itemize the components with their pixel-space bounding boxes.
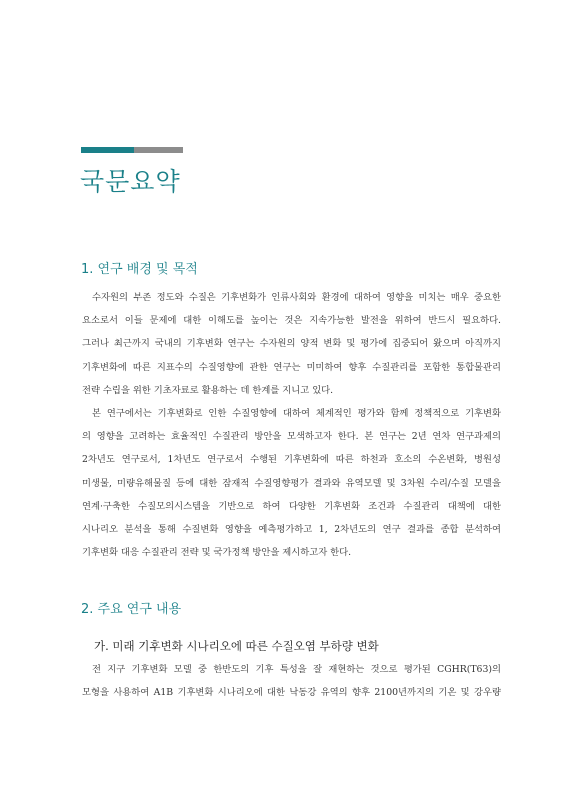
paragraph-1: [82, 286, 501, 402]
paragraph-line: 전략 수립을 위한 기초자료로 활용하는 데 한계를 지니고 있다.: [82, 384, 334, 396]
section-heading-background: 1. 연구 배경 및 목적: [81, 262, 198, 277]
paragraph-line: 본 연구에서는 기후변화로 인한 수질영향에 대하여 체계적인 평가와 함께 정책적으로 기후변화: [92, 408, 501, 419]
paragraph-line: 기후변화 대응 수질관리 전략 및 국가정책 방안을 제시하고자 한다.: [82, 547, 352, 559]
paragraph-line: 요소로서 이들 문제에 대한 이해도를 높이는 것은 지속가능한 발전을 위하여 반드시 필요하다.: [82, 315, 501, 327]
paragraph-line: 연계·구축한 수질모의시스템을 기반으로 하여 다양한 기후변화 조건과 수질관리 대책에 대한: [82, 500, 501, 512]
paragraph-line: 모형을 사용하여 A1B 기후변화 시나리오에 대한 낙동강 유역의 향후 2100년까지의 기온 및 강우량: [82, 687, 501, 699]
page-title: 국문요약: [80, 167, 181, 196]
paragraph-line: 그러나 최근까지 국내의 기후변화 연구는 수자원의 양적 변화 및 평가에 집중되어 왔으며 아직까지: [82, 338, 501, 350]
paragraph-line: 수자원의 부존 정도와 수질은 기후변화가 인류사회와 환경에 대하여 영향을 미치는 매우 중요한: [92, 292, 501, 303]
paragraph-line: 기후변화에 따른 지표수의 수질영향에 관한 연구는 미미하여 향후 수질관리를 포함한 통합물관리: [82, 361, 501, 373]
paragraph-2: [82, 402, 501, 564]
paragraph-line: 전 지구 기후변화 모델 중 한반도의 기후 특성을 잘 재현하는 것으로 평가된 CGHR(T63)의: [92, 664, 501, 675]
paragraph-line: 의 영향을 고려하는 효율적인 수질관리 방안을 모색하고자 한다. 본 연구는 2년 연차 연구과제의: [82, 431, 501, 443]
paragraph-line: 미생물, 미량유해물질 등에 대한 잠재적 수질영향평가 결과와 유역모델 및 3차원 수리/수질 모델을: [82, 477, 501, 489]
paragraph-3: [82, 658, 501, 704]
paragraph-line: 2차년도 연구로서, 1차년도 연구로서 수행된 기후변화에 따른 하천과 호소의 수온변화, 병원성: [82, 454, 501, 466]
paragraph-line: 시나리오 분석을 통해 수질변화 영향을 예측평가하고 1, 2차년도의 연구 결과를 종합 분석하여: [82, 524, 501, 536]
title-accent-bar-gray: [134, 147, 183, 153]
section-heading-main-content: 2. 주요 연구 내용: [81, 602, 182, 617]
subsection-heading: 가. 미래 기후변화 시나리오에 따른 수질오염 부하량 변화: [94, 639, 379, 653]
title-accent-bar-teal: [81, 147, 134, 153]
